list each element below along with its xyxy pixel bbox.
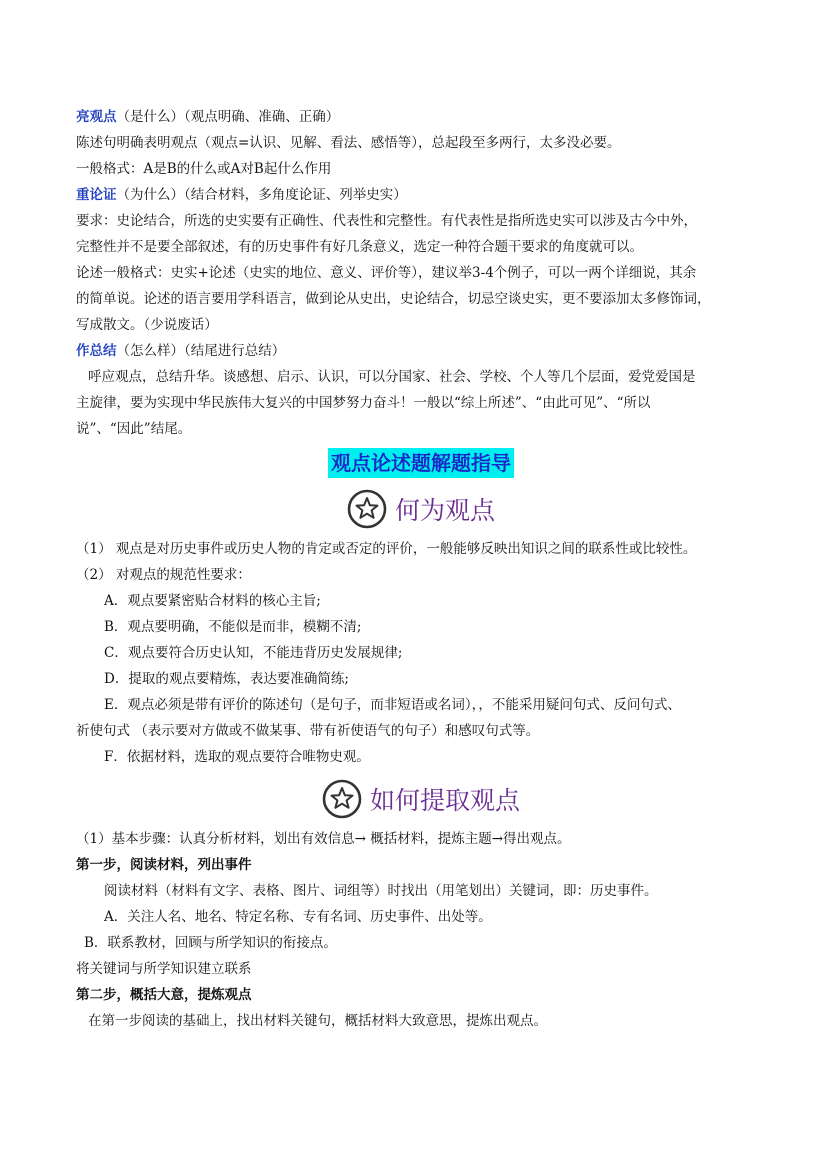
s2-para2c: 写成散文。（少说废话）: [76, 317, 218, 333]
s1-title: 亮观点: [76, 109, 117, 125]
sec2-item-a: A．关注人名、地名、特定名称、专有名词、历史事件、出处等。: [104, 909, 492, 925]
step2-paragraph: 在第一步阅读的基础上，找出材料关键句，概括材料大致意思，提炼出观点。: [88, 1013, 547, 1029]
s3-heading: [76, 338, 766, 364]
section-label: 何为观点: [394, 496, 495, 525]
s3-rest: （怎么样）（结尾进行总结）: [116, 343, 286, 359]
sec1-p1: （1） 观点是对历史事件或历史人物的肯定或否定的评价，一般能够反映出知识之间的联系性或比较性。: [76, 541, 697, 557]
section-header-what-is-viewpoint: [76, 484, 766, 534]
step1-paragraph: 阅读材料（材料有文字、表格、图片、词组等）时找出（用笔划出）关键词，即：历史事件。: [104, 883, 658, 899]
step2-heading: 第二步，概括大意，提炼观点: [76, 987, 252, 1003]
sec1-item-b: B．观点要明确，不能似是而非，模糊不清;: [104, 619, 362, 635]
s2-para1a: 要求：史论结合，所选的史实要有正确性、代表性和完整性。有代表性是指所选史实可以涉及古今中外，: [76, 213, 697, 229]
guide-title-row: [76, 448, 766, 480]
document-content: [76, 104, 766, 1034]
sec1-item-f: F．依据材料，选取的观点要符合唯物史观。: [104, 749, 370, 765]
sec1-item-e2: 祈使句式 （表示要对方做或不做某事、带有祈使语气的句子）和感叹句式等。: [76, 723, 540, 739]
sec1-p2: （2） 对观点的规范性要求：: [76, 567, 251, 583]
s2-para2a: 论述一般格式：史实+论述（史实的地位、意义、评价等），建议举3-4个例子，可以一两个详细说，其余: [76, 265, 697, 281]
star-circle-icon: [322, 779, 362, 819]
s3-para1c: 说”、“因此”结尾。: [76, 421, 192, 437]
section-header-how-to-extract: [76, 774, 766, 824]
s3-title: 作总结: [76, 343, 117, 359]
s3-para1b: 主旋律，要为实现中华民族伟大复兴的中国梦努力奋斗！一般以“综上所述”、“由此可见”、“所以: [76, 395, 651, 411]
sec1-item-a: A．观点要紧密贴合材料的核心主旨;: [104, 593, 321, 609]
s1-heading: [76, 104, 766, 130]
s2-para2b: 的简单说。论述的语言要用学科语言，做到论从史出，史论结合，切忌空谈史实，更不要添加太多修饰词，: [76, 291, 711, 307]
s2-title: 重论证: [76, 187, 117, 203]
s1-line2: 一般格式：A是B的什么或A对B起什么作用: [76, 161, 332, 177]
sec1-item-d: D．提取的观点要精炼，表达要准确简练;: [104, 671, 349, 687]
sec1-item-c: C．观点要符合历史认知，不能违背历史发展规律;: [104, 645, 403, 661]
star-circle-icon: [347, 489, 387, 529]
step1-heading: 第一步，阅读材料，列出事件: [76, 857, 252, 873]
sec2-p1: （1）基本步骤：认真分析材料，划出有效信息→ 概括材料，提炼主题→得出观点。: [76, 831, 571, 847]
s3-para1a: 呼应观点，总结升华。谈感想、启示、认识，可以分国家、社会、学校、个人等几个层面，爱党爱国是: [88, 369, 696, 385]
section-label: 如何提取观点: [369, 786, 520, 815]
s2-rest: （为什么）（结合材料，多角度论证、列举史实）: [116, 187, 407, 203]
guide-title: 观点论述题解题指导: [328, 448, 514, 478]
s2-heading: [76, 182, 766, 208]
sec2-link: 将关键词与所学知识建立联系: [76, 961, 252, 977]
sec1-item-e1: E．观点必须是带有评价的陈述句（是句子，而非短语或名词），，不能采用疑问句式、反问句式、: [104, 697, 681, 713]
s2-para1b: 完整性并不是要全部叙述，有的历史事件有好几条意义，选定一种符合题干要求的角度就可以。: [76, 239, 643, 255]
s1-line1: 陈述句明确表明观点（观点=认识、见解、看法、感悟等），总起段至多两行，太多没必要。: [76, 135, 621, 151]
s1-rest: （是什么）（观点明确、准确、正确）: [116, 109, 340, 125]
sec2-item-b: B．联系教材，回顾与所学知识的衔接点。: [84, 935, 337, 951]
